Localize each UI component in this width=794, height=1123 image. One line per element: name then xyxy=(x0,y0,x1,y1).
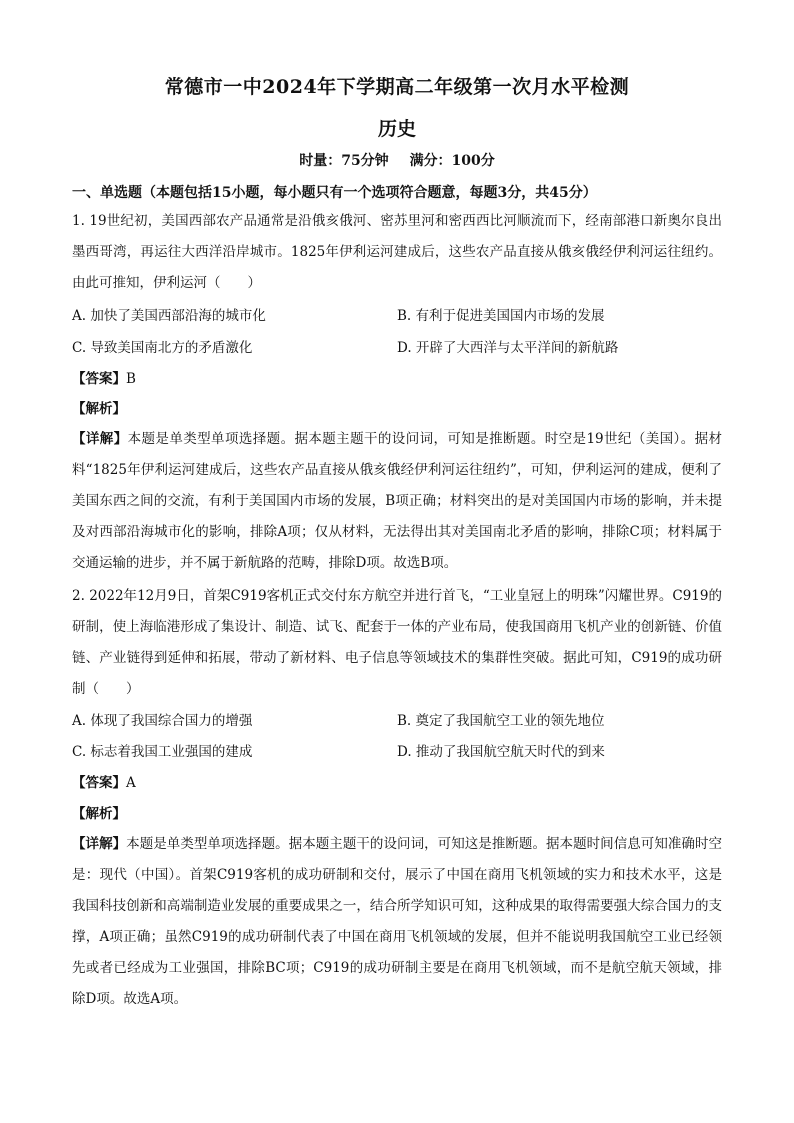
q1-detail-text: 本题是单类型单项选择题。据本题主题干的设问词，可知是推断题。时空是19世纪（美国）。据材料“1825年伊利运河建成后，这些农产品直接从俄亥俄经伊利河运往纽约”，可知，伊利运河的建成，便利了美国东西之间的交流，有利于美国国内市场的发展，B项正确；材料突出的是对美国国内市场的影响，并未提及对西部沿海城市化的影响，排除A项；仅从材料，无法得出其对美国南北矛盾的影响，排除C项；材料属于交通运输的进步，并不属于新航路的范畴，排除D项。故选B项。 xyxy=(72,431,723,571)
q2-answer xyxy=(72,773,136,793)
section-heading: 一、单选题（本题包括15小题，每小题只有一个选项符合题意，每题3分，共45分） xyxy=(72,185,597,201)
exam-subject: 历史 xyxy=(377,118,416,140)
q2-option-c: C. 标志着我国工业强国的建成 xyxy=(72,744,253,760)
q2-detail-text: 本题是单类型单项选择题。据本题主题干的设问词，可知这是推断题。据本题时间信息可知准确时空是：现代（中国）。首架C919客机的成功研制和交付，展示了中国在商用飞机领域的实力和技术水平，这是我国科技创新和高端制造业发展的重要成果之一，结合所学知识可知，这种成果的取得需要强大综合国力的支撑，A项正确；虽然C919的成功研制代表了中国在商用飞机领域的发展，但并不能说明我国航空工业已经领先或者已经成为工业强国，排除BC项；C919的成功研制主要是在商用飞机领域，而不是航空航天领域，排除D项。故选A项。 xyxy=(72,836,723,1007)
q2-option-a: A. 体现了我国综合国力的增强 xyxy=(72,713,253,729)
q1-detail xyxy=(72,424,722,579)
q1-answer-label: 【答案】 xyxy=(72,371,126,387)
q1-option-c: C. 导致美国南北方的矛盾激化 xyxy=(72,340,253,356)
exam-time: 时量：75分钟 xyxy=(299,153,389,169)
q2-answer-label: 【答案】 xyxy=(72,775,126,791)
q2-analysis-label: 【解析】 xyxy=(72,806,126,822)
q2-stem: 2. 2022年12月9日，首架C919客机正式交付东方航空并进行首飞，“工业皇冠上的明珠”闪耀世界。C919的研制，使上海临港形成了集设计、制造、试飞、配套于一体的产业布局，使我国商用飞机产业的创新链、价值链、产业链得到延伸和拓展，带动了新材料、电子信息等领域技术的集群性突破。据此可知，C919的成功研制（ ） xyxy=(72,588,722,697)
q1-answer xyxy=(72,369,136,389)
q2-option-d: D. 推动了我国航空航天时代的到来 xyxy=(397,744,605,760)
q2-detail-label: 【详解】 xyxy=(72,836,127,852)
q1-option-a: A. 加快了美国西部沿海的城市化 xyxy=(72,308,266,324)
exam-score: 满分：100分 xyxy=(409,153,495,169)
q1-analysis-label: 【解析】 xyxy=(72,401,126,417)
q1-option-b: B. 有利于促进美国国内市场的发展 xyxy=(397,308,605,324)
q1-detail-label: 【详解】 xyxy=(72,431,128,447)
q1-stem: 1. 19世纪初，美国西部农产品通常是沿俄亥俄河、密苏里河和密西西比河顺流而下，经南部港口新奥尔良出墨西哥湾，再运往大西洋沿岸城市。1825年伊利运河建成后，这些农产品直接从俄亥俄经伊利河运往纽约。由此可推知，伊利运河（ ） xyxy=(72,213,722,291)
exam-title: 常德市一中2024年下学期高二年级第一次月水平检测 xyxy=(164,76,630,98)
q1-answer-value: B xyxy=(126,371,136,387)
q2-option-b: B. 奠定了我国航空工业的领先地位 xyxy=(397,713,605,729)
q2-answer-value: A xyxy=(126,775,136,791)
q2-detail xyxy=(72,829,722,1015)
q1-option-d: D. 开辟了大西洋与太平洋间的新航路 xyxy=(397,340,619,356)
exam-meta xyxy=(0,150,794,170)
